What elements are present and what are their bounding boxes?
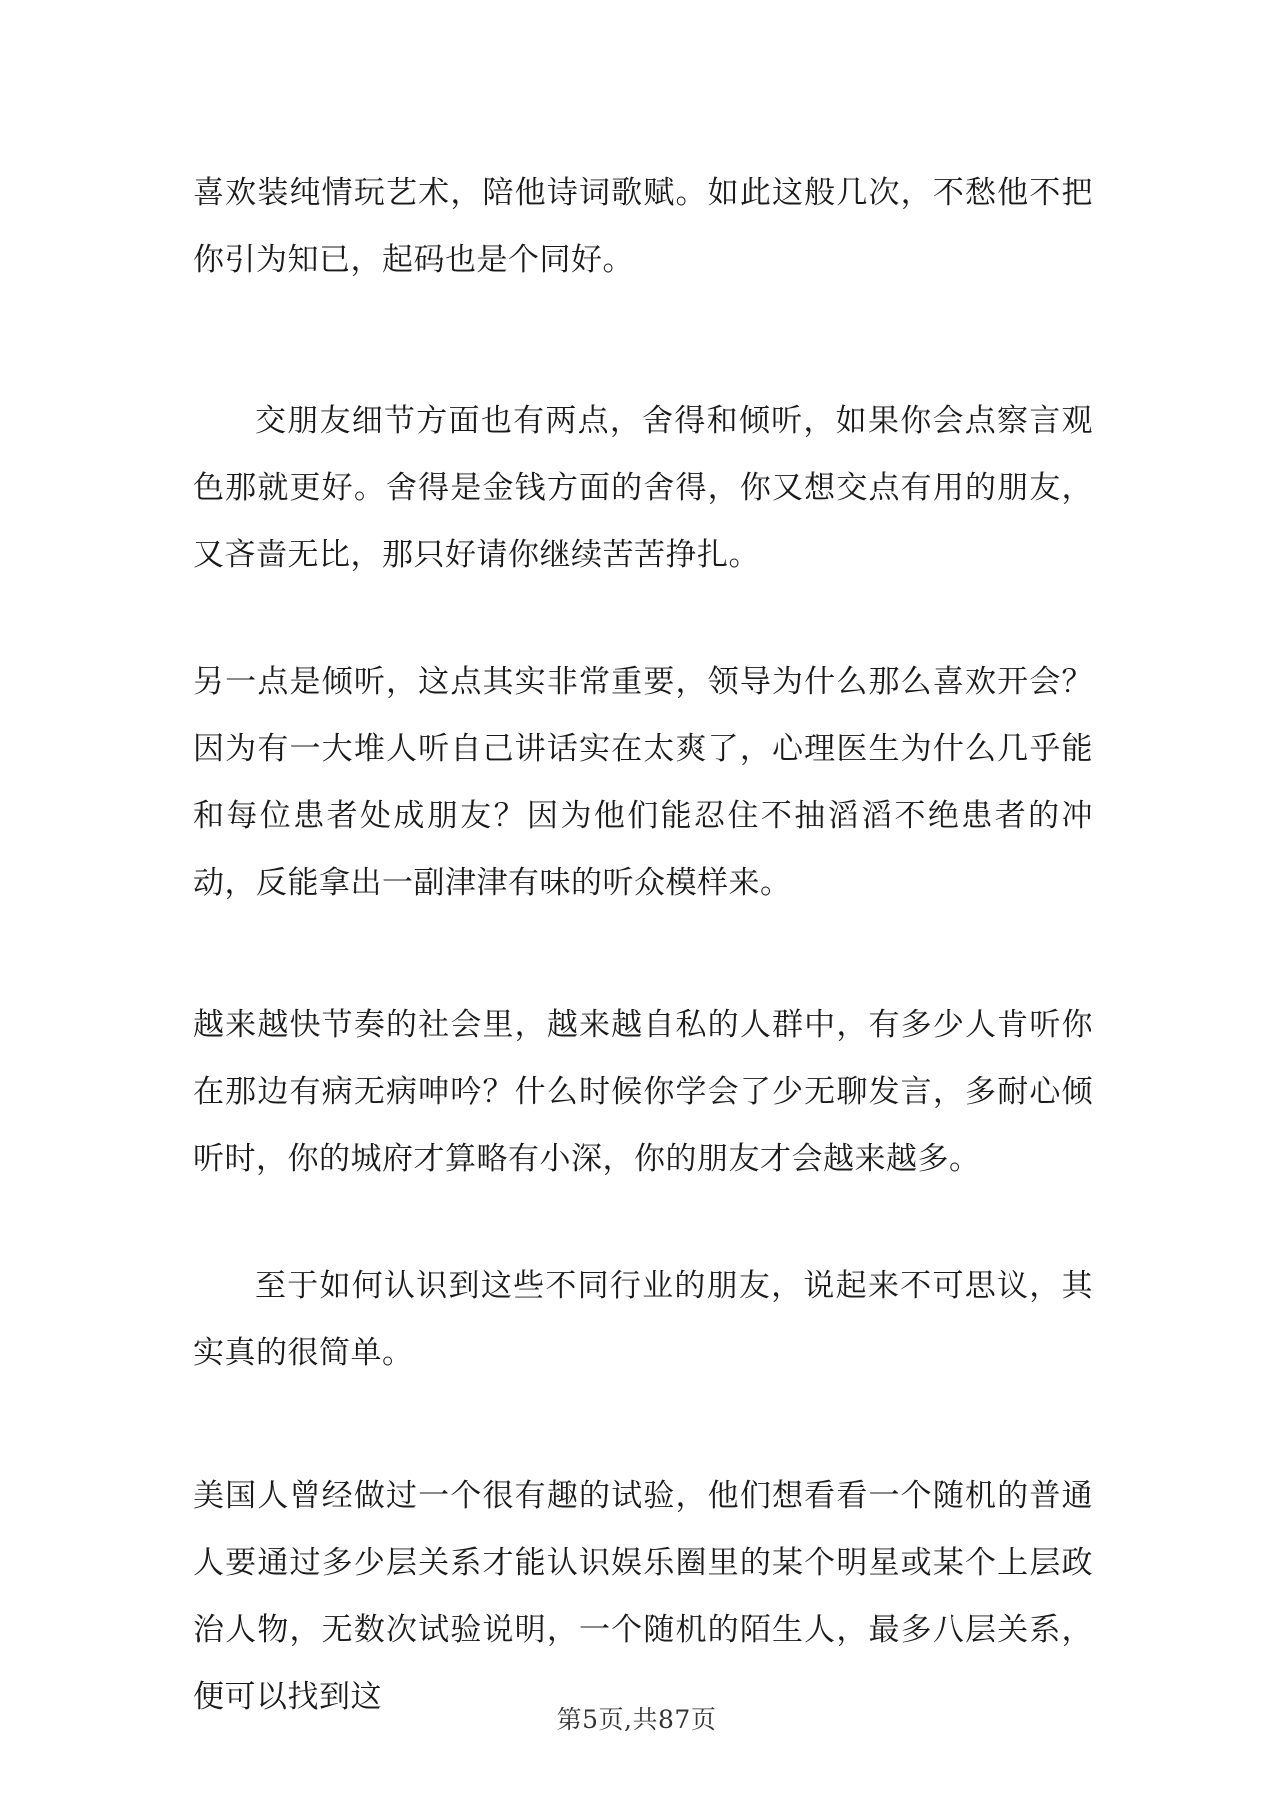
document-body (193, 160, 1093, 1731)
paragraph-3: 另一点是倾听，这点其实非常重要，领导为什么那么喜欢开会？因为有一大堆人听自己讲话实在太爽了，心理医生为什么几乎能和每位患者处成朋友？因为他们能忍住不抽滔滔不绝患者的冲动，反能拿出一副津津有味的听众模样来。 (193, 664, 1093, 901)
paragraph-4: 越来越快节奏的社会里，越来越自私的人群中，有多少人肯听你在那边有病无病呻吟？什么时候你学会了少无聊发言，多耐心倾听时，你的城府才算略有小深，你的朋友才会越来越多。 (193, 1007, 1093, 1177)
paragraph-1: 喜欢装纯情玩艺术，陪他诗词歌赋。如此这般几次，不愁他不把你引为知已，起码也是个同好。 (193, 175, 1093, 278)
paragraph-6: 美国人曾经做过一个很有趣的试验，他们想看看一个随机的普通人要通过多少层关系才能认识娱乐圈里的某个明星或某个上层政治人物，无数次试验说明，一个随机的陌生人，最多八层关系，便可以找到这 (193, 1478, 1093, 1715)
paragraph-2: 交朋友细节方面也有两点，舍得和倾听，如果你会点察言观色那就更好。舍得是金钱方面的舍得，你又想交点有用的朋友，又吝啬无比，那只好请你继续苦苦挣扎。 (193, 403, 1093, 573)
page-number-footer: 第5页,共87页 (556, 1705, 717, 1734)
paragraph-5: 至于如何认识到这些不同行业的朋友，说起来不可思议，其实真的很简单。 (193, 1268, 1093, 1371)
